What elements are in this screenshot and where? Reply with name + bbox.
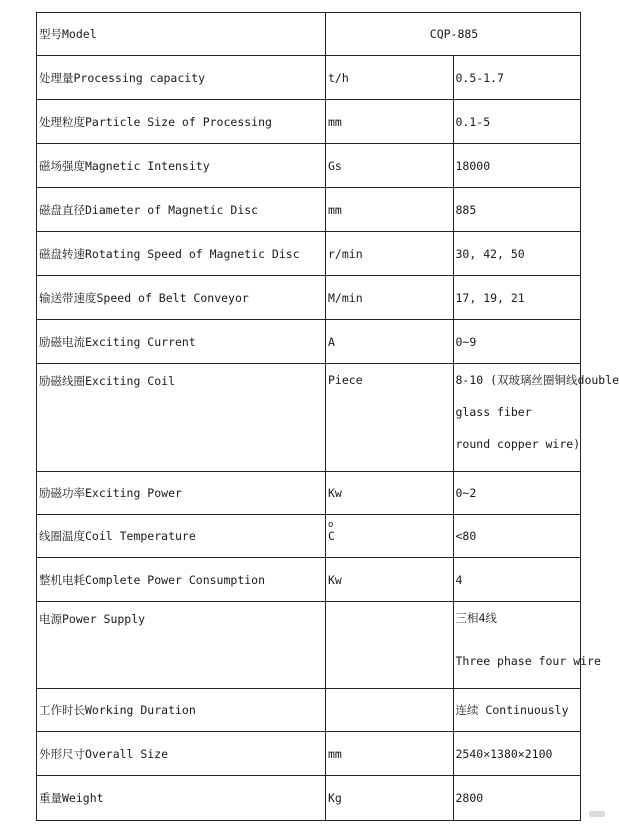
row-unit: Kw	[326, 558, 454, 602]
row-label: 电源Power Supply	[37, 602, 326, 689]
row-value-multiline	[453, 364, 619, 472]
row-unit	[326, 689, 454, 732]
value-line: round copper wire)	[455, 437, 581, 451]
row-value: 2540×1380×2100	[453, 732, 581, 776]
row-label: 整机电耗Complete Power Consumption	[37, 558, 326, 602]
table-row	[37, 100, 581, 144]
row-label: 磁场强度Magnetic Intensity	[37, 144, 326, 188]
table-row	[37, 732, 581, 776]
row-unit	[326, 602, 454, 689]
table-row	[37, 276, 581, 320]
row-label: 处理粒度Particle Size of Processing	[37, 100, 326, 144]
row-value: 0~9	[453, 320, 581, 364]
table-row	[37, 602, 581, 689]
table-row	[37, 776, 581, 821]
row-label: 励磁功率Exciting Power	[37, 472, 326, 515]
model-value: CQP-885	[326, 13, 581, 56]
row-label: 输送带速度Speed of Belt Conveyor	[37, 276, 326, 320]
row-value: 0.1-5	[453, 100, 581, 144]
table-row	[37, 472, 581, 515]
row-label: 外形尺寸Overall Size	[37, 732, 326, 776]
row-unit: A	[326, 320, 454, 364]
row-unit-celsius	[326, 515, 454, 558]
degree-symbol: o	[328, 520, 334, 530]
row-label: 励磁电流Exciting Current	[37, 320, 326, 364]
row-value: 4	[453, 558, 581, 602]
row-value: 2800	[453, 776, 581, 821]
value-line: 三相4线	[455, 611, 497, 625]
table-row	[37, 558, 581, 602]
value-line: Three phase four wire	[455, 654, 601, 668]
row-label: 线圈温度Coil Temperature	[37, 515, 326, 558]
value-line: glass fiber	[455, 405, 532, 419]
row-label: 磁盘直径Diameter of Magnetic Disc	[37, 188, 326, 232]
table-row	[37, 188, 581, 232]
table-row	[37, 515, 581, 558]
row-unit: mm	[326, 100, 454, 144]
table-row	[37, 56, 581, 100]
row-unit: Piece	[326, 364, 454, 472]
row-value: <80	[453, 515, 581, 558]
model-label: 型号Model	[37, 13, 326, 56]
row-unit: Gs	[326, 144, 454, 188]
row-label: 磁盘转速Rotating Speed of Magnetic Disc	[37, 232, 326, 276]
table-header-row	[37, 13, 581, 56]
row-label: 励磁线圈Exciting Coil	[37, 364, 326, 472]
spec-table	[36, 12, 619, 821]
row-value: 17, 19, 21	[453, 276, 581, 320]
row-unit: mm	[326, 732, 454, 776]
row-label: 重量Weight	[37, 776, 326, 821]
row-value: 0.5-1.7	[453, 56, 581, 100]
value-line: 8-10 (双玻璃丝圈铜线double	[455, 373, 619, 387]
row-unit: Kg	[326, 776, 454, 821]
row-unit: Kw	[326, 472, 454, 515]
watermark-icon	[587, 808, 607, 820]
row-label: 工作时长Working Duration	[37, 689, 326, 732]
row-value: 18000	[453, 144, 581, 188]
row-value: 885	[453, 188, 581, 232]
row-value: 30, 42, 50	[453, 232, 581, 276]
table-row	[37, 232, 581, 276]
row-value-multiline	[453, 602, 601, 689]
row-unit: M/min	[326, 276, 454, 320]
table-row	[37, 364, 581, 472]
table-row	[37, 144, 581, 188]
table-row	[37, 320, 581, 364]
row-unit: mm	[326, 188, 454, 232]
row-value: 0~2	[453, 472, 581, 515]
row-label: 处理量Processing capacity	[37, 56, 326, 100]
row-unit: t/h	[326, 56, 454, 100]
table-row	[37, 689, 581, 732]
row-unit: C	[328, 529, 335, 543]
row-unit: r/min	[326, 232, 454, 276]
row-value: 连续 Continuously	[453, 689, 581, 732]
